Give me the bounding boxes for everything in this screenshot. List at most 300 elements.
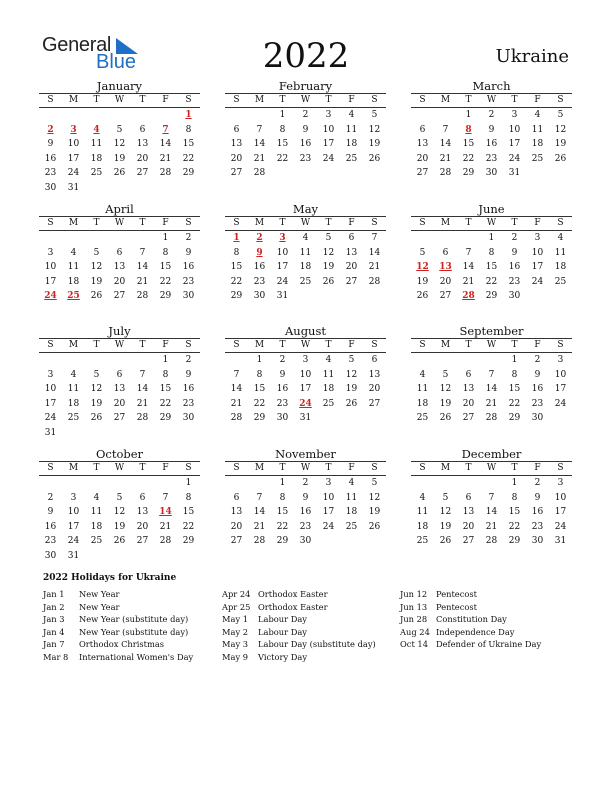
holiday-name: Orthodox Christmas [79, 639, 165, 650]
weekday-label: M [440, 340, 451, 350]
day-cell: 2 [256, 233, 263, 243]
week-row [225, 152, 386, 167]
month-name: September [459, 324, 524, 338]
day-cell: 19 [439, 398, 452, 409]
weekday-label: F [534, 463, 541, 473]
weekday-label: W [114, 463, 125, 473]
day-cell [108, 549, 131, 564]
day-cell: 29 [159, 413, 172, 424]
weekday-header [225, 461, 386, 476]
day-cell: 25 [416, 536, 429, 547]
day-cell: 23 [531, 398, 544, 409]
day-cell: 17 [554, 507, 567, 518]
day-cell: 8 [162, 247, 169, 258]
day-cell: 21 [136, 276, 149, 287]
day-cell: 26 [368, 153, 381, 164]
holidays-title: 2022 Holidays for Ukraine [43, 573, 177, 583]
day-cell: 31 [299, 413, 312, 424]
day-cell [85, 353, 108, 368]
week-row [225, 275, 386, 290]
day-cell [480, 476, 503, 491]
week-row [225, 505, 386, 520]
day-cell: 27 [230, 536, 243, 547]
day-cell: 11 [322, 369, 335, 380]
day-cell: 1 [233, 233, 240, 243]
day-cell: 2 [279, 355, 286, 365]
day-cell: 24 [44, 413, 57, 424]
day-cell: 26 [345, 398, 358, 409]
day-cell: 4 [348, 478, 355, 488]
day-cell: 3 [47, 369, 54, 380]
day-cell: 9 [47, 507, 54, 518]
day-cell: 23 [44, 168, 57, 179]
holiday-item [400, 638, 541, 651]
day-cell: 11 [416, 507, 429, 518]
day-cell [108, 353, 131, 368]
weekday-label: F [348, 463, 355, 473]
weekday-label: W [114, 218, 125, 228]
day-cell: 20 [230, 521, 243, 532]
day-cell: 27 [462, 413, 475, 424]
day-cell: 19 [322, 262, 335, 273]
day-cell: 27 [230, 168, 243, 179]
day-cell: 16 [44, 521, 57, 532]
day-cell: 27 [462, 536, 475, 547]
day-cell: 18 [67, 276, 80, 287]
week-row [39, 289, 200, 304]
day-cell: 8 [488, 247, 495, 258]
day-cell: 5 [419, 247, 426, 258]
day-cell: 27 [416, 168, 429, 179]
day-cell: 8 [256, 369, 263, 380]
weekday-label: S [47, 463, 54, 473]
week-row [411, 246, 572, 261]
weekday-label: S [371, 463, 378, 473]
weekday-label: W [114, 95, 125, 105]
day-cell: 15 [508, 384, 521, 395]
day-cell: 22 [508, 521, 521, 532]
day-cell: 30 [44, 182, 57, 193]
country-name: Ukraine [495, 46, 569, 67]
day-cell: 30 [253, 291, 266, 302]
month-november [225, 447, 386, 549]
weekday-label: T [139, 95, 146, 105]
day-cell: 19 [90, 276, 103, 287]
day-cell: 4 [534, 110, 541, 120]
weekday-label: T [93, 463, 100, 473]
day-cell [480, 353, 503, 368]
day-cell: 11 [67, 384, 80, 395]
day-cell: 16 [182, 262, 195, 273]
day-cell: 28 [159, 536, 172, 547]
week-row [225, 353, 386, 368]
day-cell [225, 108, 248, 123]
day-cell: 20 [368, 384, 381, 395]
day-cell: 7 [442, 124, 449, 135]
day-cell [526, 289, 549, 304]
day-cell [457, 353, 480, 368]
day-cell: 20 [462, 398, 475, 409]
day-cell: 1 [162, 233, 169, 243]
day-cell: 15 [159, 384, 172, 395]
day-cell [62, 231, 85, 246]
day-cell: 31 [67, 550, 80, 561]
day-cell: 17 [531, 262, 544, 273]
day-cell: 26 [368, 521, 381, 532]
day-cell: 17 [44, 398, 57, 409]
day-cell [177, 181, 200, 196]
holiday-date: Jun 12 [400, 589, 428, 599]
day-cell: 23 [44, 536, 57, 547]
day-cell [131, 476, 154, 491]
day-cell: 12 [113, 139, 126, 150]
day-cell: 21 [462, 276, 475, 287]
weekday-label: M [254, 463, 265, 473]
day-cell: 29 [276, 536, 289, 547]
holidays-column [43, 588, 193, 664]
day-cell: 2 [47, 124, 54, 135]
day-cell: 8 [279, 124, 286, 135]
weekday-label: T [465, 95, 472, 105]
day-cell: 27 [439, 291, 452, 302]
weekday-label: S [419, 95, 426, 105]
weekday-label: T [139, 340, 146, 350]
day-cell: 14 [253, 139, 266, 150]
day-cell: 22 [508, 398, 521, 409]
day-cell: 27 [345, 276, 358, 287]
holiday-name: Pentecost [436, 601, 477, 612]
weekday-label: F [534, 95, 541, 105]
day-cell: 6 [371, 355, 378, 365]
week-row [39, 181, 200, 196]
month-name: March [472, 79, 511, 93]
holiday-name: New Year (substitute day) [79, 626, 189, 637]
day-cell [154, 181, 177, 196]
day-cell: 24 [67, 536, 80, 547]
day-cell: 5 [371, 478, 378, 488]
week-row [39, 549, 200, 564]
day-cell: 10 [44, 384, 57, 395]
holiday-date: Aug 24 [400, 626, 430, 637]
day-cell: 15 [159, 262, 172, 273]
day-cell: 25 [90, 168, 103, 179]
weekday-label: S [371, 340, 378, 350]
weekday-label: W [486, 340, 497, 350]
day-cell: 16 [299, 139, 312, 150]
holiday-name: Labour Day [258, 626, 307, 637]
holidays-column [222, 588, 376, 664]
day-cell: 18 [322, 384, 335, 395]
day-cell: 10 [531, 247, 544, 258]
day-cell: 4 [557, 233, 564, 243]
day-cell: 3 [511, 110, 518, 120]
day-cell: 18 [90, 153, 103, 164]
holiday-item [222, 601, 376, 614]
holiday-name: Labour Day (substitute day) [258, 639, 376, 650]
day-cell: 17 [322, 139, 335, 150]
week-row [411, 491, 572, 506]
weekday-label: M [440, 218, 451, 228]
day-cell [108, 181, 131, 196]
day-cell: 23 [299, 521, 312, 532]
day-cell: 11 [67, 262, 80, 273]
month-name: December [461, 447, 522, 461]
day-cell: 10 [554, 369, 567, 380]
day-cell: 19 [113, 521, 126, 532]
day-cell [85, 181, 108, 196]
holiday-date: Jun 13 [400, 601, 428, 612]
week-row [411, 260, 572, 275]
day-cell: 24 [67, 168, 80, 179]
weekday-header [411, 338, 572, 353]
day-cell: 8 [465, 124, 472, 135]
day-cell [62, 426, 85, 441]
day-cell: 21 [253, 521, 266, 532]
month-name: April [105, 202, 134, 216]
month-name: July [108, 324, 131, 338]
day-cell: 10 [322, 492, 335, 503]
month-july [39, 324, 200, 441]
holiday-name: Defender of Ukraine Day [436, 639, 542, 650]
day-cell: 5 [348, 355, 355, 365]
day-cell [317, 289, 340, 304]
day-cell: 21 [368, 262, 381, 273]
week-row [411, 505, 572, 520]
day-cell: 2 [302, 478, 309, 488]
week-row [225, 491, 386, 506]
holiday-date: Jan 1 [43, 589, 65, 599]
day-cell: 19 [416, 276, 429, 287]
day-cell: 20 [113, 398, 126, 409]
day-cell [434, 353, 457, 368]
day-cell: 10 [276, 247, 289, 258]
day-cell: 7 [256, 492, 263, 503]
day-cell: 13 [136, 507, 149, 518]
day-cell: 29 [182, 168, 195, 179]
weekday-label: S [47, 95, 54, 105]
holiday-date: Jan 7 [43, 639, 65, 650]
day-cell [363, 166, 386, 181]
day-cell: 26 [416, 291, 429, 302]
day-cell: 20 [462, 521, 475, 532]
day-cell: 1 [488, 233, 495, 243]
day-cell: 3 [557, 478, 564, 488]
week-row [39, 476, 200, 491]
day-cell: 11 [299, 247, 312, 258]
day-cell: 20 [230, 153, 243, 164]
week-row [411, 137, 572, 152]
week-row [225, 137, 386, 152]
week-row [39, 426, 200, 441]
holiday-item [43, 588, 193, 601]
holiday-date: Apr 24 [222, 589, 251, 599]
month-name: November [275, 447, 336, 461]
weekday-label: T [511, 340, 518, 350]
day-cell: 7 [488, 369, 495, 380]
day-cell: 31 [44, 427, 57, 438]
week-row [39, 231, 200, 246]
week-row [411, 353, 572, 368]
day-cell: 19 [345, 384, 358, 395]
logo-general-text: General [42, 34, 112, 56]
day-cell: 9 [47, 139, 54, 150]
weekday-label: W [300, 95, 311, 105]
day-cell: 29 [508, 536, 521, 547]
holiday-date: Mar 8 [43, 651, 69, 662]
day-cell [317, 166, 340, 181]
day-cell [363, 411, 386, 426]
day-cell: 8 [233, 247, 240, 258]
day-cell: 9 [488, 124, 495, 135]
day-cell: 7 [465, 247, 472, 258]
day-cell: 12 [368, 124, 381, 135]
day-cell: 2 [511, 233, 518, 243]
day-cell: 24 [554, 521, 567, 532]
day-cell: 13 [230, 507, 243, 518]
day-cell: 6 [442, 247, 449, 258]
weekday-label: S [371, 218, 378, 228]
day-cell: 5 [116, 124, 123, 135]
day-cell: 14 [136, 262, 149, 273]
day-cell: 30 [182, 413, 195, 424]
day-cell: 8 [162, 369, 169, 380]
day-cell: 13 [439, 262, 452, 273]
day-cell [317, 411, 340, 426]
week-row [411, 520, 572, 535]
holiday-name: Victory Day [258, 651, 308, 662]
day-cell: 25 [416, 413, 429, 424]
day-cell: 12 [322, 247, 335, 258]
day-cell [177, 549, 200, 564]
day-cell: 10 [67, 139, 80, 150]
day-cell [549, 289, 572, 304]
day-cell: 12 [416, 262, 429, 273]
day-cell: 6 [116, 247, 123, 258]
weekday-label: T [511, 95, 518, 105]
day-cell: 6 [139, 492, 146, 503]
weekday-label: T [465, 463, 472, 473]
day-cell: 22 [276, 521, 289, 532]
weekday-label: T [139, 463, 146, 473]
holiday-name: New Year [79, 601, 120, 612]
day-cell: 4 [70, 369, 77, 380]
weekday-label: M [440, 95, 451, 105]
day-cell: 12 [439, 507, 452, 518]
day-cell: 24 [508, 153, 521, 164]
weekday-label: S [557, 218, 564, 228]
week-row [39, 534, 200, 549]
day-cell [549, 411, 572, 426]
day-cell: 19 [90, 398, 103, 409]
week-row [411, 411, 572, 426]
day-cell: 6 [465, 369, 472, 380]
day-cell: 1 [185, 110, 192, 120]
holiday-name: Orthodox Easter [258, 601, 328, 612]
day-cell [177, 426, 200, 441]
day-cell: 21 [136, 398, 149, 409]
day-cell [225, 353, 248, 368]
day-cell [248, 476, 271, 491]
day-cell: 14 [159, 507, 172, 518]
week-row [225, 108, 386, 123]
day-cell: 31 [554, 536, 567, 547]
holiday-item [222, 626, 376, 639]
holiday-item [400, 626, 541, 639]
day-cell [340, 289, 363, 304]
day-cell: 14 [485, 384, 498, 395]
day-cell [434, 231, 457, 246]
month-name: May [292, 202, 319, 216]
weekday-label: F [534, 340, 541, 350]
day-cell [457, 231, 480, 246]
day-cell: 1 [279, 478, 286, 488]
day-cell: 10 [508, 124, 521, 135]
day-cell [434, 476, 457, 491]
week-row [39, 260, 200, 275]
week-row [39, 108, 200, 123]
weekday-label: S [233, 218, 240, 228]
day-cell [248, 108, 271, 123]
day-cell: 1 [279, 110, 286, 120]
day-cell [317, 534, 340, 549]
holiday-date: May 2 [222, 626, 249, 637]
day-cell: 26 [322, 276, 335, 287]
day-cell: 11 [345, 124, 358, 135]
holiday-item [222, 638, 376, 651]
weekday-header [39, 93, 200, 108]
day-cell: 16 [44, 153, 57, 164]
day-cell: 21 [485, 521, 498, 532]
day-cell: 30 [182, 291, 195, 302]
day-cell: 31 [508, 168, 521, 179]
day-cell: 20 [345, 262, 358, 273]
weekday-label: T [93, 95, 100, 105]
day-cell: 26 [554, 153, 567, 164]
day-cell: 6 [233, 492, 240, 503]
day-cell: 9 [185, 247, 192, 258]
day-cell: 25 [531, 153, 544, 164]
day-cell: 25 [67, 413, 80, 424]
day-cell [526, 166, 549, 181]
day-cell: 29 [230, 291, 243, 302]
weekday-label: T [93, 340, 100, 350]
day-cell: 27 [113, 291, 126, 302]
day-cell: 9 [302, 492, 309, 503]
day-cell: 17 [554, 384, 567, 395]
day-cell: 23 [508, 276, 521, 287]
weekday-label: S [557, 95, 564, 105]
day-cell: 13 [462, 507, 475, 518]
week-row [225, 246, 386, 261]
weekday-label: F [348, 95, 355, 105]
day-cell: 2 [47, 492, 54, 503]
day-cell [363, 534, 386, 549]
week-row [39, 275, 200, 290]
day-cell: 3 [47, 247, 54, 258]
day-cell: 15 [253, 384, 266, 395]
weekday-label: W [300, 463, 311, 473]
month-name: October [95, 447, 144, 461]
day-cell: 9 [302, 124, 309, 135]
holiday-item [222, 651, 376, 664]
week-row [411, 476, 572, 491]
day-cell: 21 [485, 398, 498, 409]
day-cell [271, 166, 294, 181]
weekday-label: M [68, 218, 79, 228]
day-cell: 11 [345, 492, 358, 503]
day-cell: 9 [534, 492, 541, 503]
day-cell [411, 476, 434, 491]
